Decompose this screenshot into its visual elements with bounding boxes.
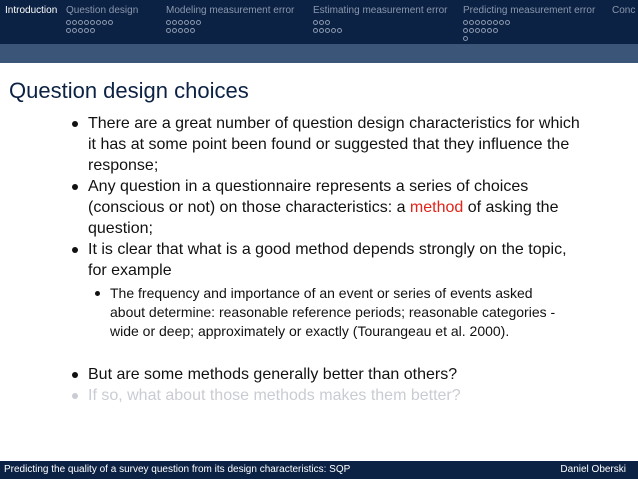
slide-dot-icon[interactable]	[319, 20, 324, 25]
nav-section-predicting-measurement-error[interactable]	[463, 5, 595, 44]
slide-dots	[463, 20, 595, 43]
slide-dot-icon[interactable]	[190, 20, 195, 25]
bullet-text-before: Any question in a questionnaire represents a series of choices (conscious or not) on those characteristics: a	[88, 178, 529, 216]
slide-dot-icon[interactable]	[493, 20, 498, 25]
slide-dot-icon[interactable]	[178, 20, 183, 25]
sub-bullet-icon	[95, 291, 100, 296]
nav-section-question-design[interactable]	[66, 5, 138, 36]
slide-dots	[66, 20, 138, 35]
slide-dots	[166, 20, 294, 35]
footer-title: Predicting the quality of a survey question from its design characteristics: SQP	[4, 464, 351, 475]
list-item	[70, 364, 588, 385]
slide-dot-icon[interactable]	[166, 20, 171, 25]
slide-dot-icon[interactable]	[319, 28, 324, 33]
slide-dot-icon[interactable]	[499, 20, 504, 25]
dot-row	[313, 20, 448, 27]
slide-title: Question design choices	[9, 78, 249, 103]
bullet-icon	[72, 121, 78, 127]
slide-dot-icon[interactable]	[487, 20, 492, 25]
slide-dot-icon[interactable]	[196, 20, 201, 25]
bullet-icon	[72, 247, 78, 253]
slide-dot-icon[interactable]	[102, 20, 107, 25]
slide-dot-icon[interactable]	[313, 20, 318, 25]
bullet-icon	[72, 184, 78, 190]
nav-section-conclusion[interactable]	[612, 5, 635, 17]
footer-author: Daniel Oberski	[560, 464, 626, 475]
slide-dot-icon[interactable]	[66, 28, 71, 33]
slide-dot-icon[interactable]	[72, 28, 77, 33]
slide-dot-icon[interactable]	[463, 20, 468, 25]
dot-row	[166, 28, 294, 35]
nav-section-title[interactable]: Introduction	[5, 5, 58, 16]
slide-dot-icon[interactable]	[84, 28, 89, 33]
slide-dot-icon[interactable]	[72, 20, 77, 25]
slide-dot-icon[interactable]	[505, 20, 510, 25]
slide-dot-icon[interactable]	[325, 20, 330, 25]
sub-bullet-text: The frequency and importance of an event or series of events asked about determine: reasonable reference periods; reasonable categories - wide or deep; approximately or exactly (Tourangeau et al. 2000).	[110, 285, 556, 339]
list-item-faded	[70, 385, 588, 406]
dot-row	[66, 28, 138, 35]
slide-dot-icon[interactable]	[487, 28, 492, 33]
slide-dot-icon[interactable]	[178, 28, 183, 33]
slide-dot-icon[interactable]	[313, 28, 318, 33]
slide-dot-icon[interactable]	[337, 28, 342, 33]
slide-dot-icon[interactable]	[172, 20, 177, 25]
nav-section-title[interactable]: Conc	[612, 5, 636, 16]
dot-row	[463, 20, 595, 27]
dot-row	[313, 28, 448, 35]
slide-dot-icon[interactable]	[475, 20, 480, 25]
bullet-text: It is clear that what is a good method depends strongly on the topic, for example	[88, 241, 567, 279]
slide-dot-icon[interactable]	[190, 28, 195, 33]
slide-dot-icon[interactable]	[184, 28, 189, 33]
list-item	[70, 239, 588, 281]
slide-dot-icon[interactable]	[96, 20, 101, 25]
slide-dot-icon[interactable]	[475, 28, 480, 33]
slide-dot-icon[interactable]	[78, 28, 83, 33]
highlight-word: method	[409, 199, 464, 216]
dot-row	[66, 20, 138, 27]
list-item	[70, 113, 588, 176]
bullet-icon	[72, 372, 78, 378]
bullet-icon	[72, 393, 78, 399]
dot-row	[463, 28, 595, 35]
subsection-strip	[0, 44, 638, 63]
slide-dot-icon[interactable]	[108, 20, 113, 25]
bullet-text-after: of asking the question;	[88, 199, 559, 237]
bullet-text: If so, what about those methods makes them better?	[88, 387, 461, 404]
slide-dots	[313, 20, 448, 35]
slide-dot-icon[interactable]	[166, 28, 171, 33]
dot-row	[166, 20, 294, 27]
nav-section-title[interactable]: Predicting measurement error	[463, 5, 596, 16]
dot-row	[463, 36, 595, 43]
nav-section-title[interactable]: Modeling measurement error	[166, 5, 295, 16]
slide-dot-icon[interactable]	[331, 28, 336, 33]
nav-section-estimating-measurement-error[interactable]	[313, 5, 448, 36]
slide-dot-icon[interactable]	[184, 20, 189, 25]
slide-dot-icon[interactable]	[463, 36, 468, 41]
slide-dot-icon[interactable]	[481, 20, 486, 25]
slide-dot-icon[interactable]	[78, 20, 83, 25]
nav-section-title[interactable]: Question design	[66, 5, 139, 16]
slide-dot-icon[interactable]	[90, 28, 95, 33]
bullet-text: There are a great number of question design characteristics for which it has at some point been found or suggested that they influence the response;	[88, 115, 580, 174]
slide-dot-icon[interactable]	[493, 28, 498, 33]
footer-bar	[0, 461, 638, 479]
sub-list-item	[70, 284, 570, 341]
slide-dot-icon[interactable]	[66, 20, 71, 25]
nav-section-title[interactable]: Estimating measurement error	[313, 5, 448, 16]
slide-dot-icon[interactable]	[84, 20, 89, 25]
slide-dot-icon[interactable]	[463, 28, 468, 33]
section-navigation-bar	[0, 0, 638, 44]
nav-section-modeling-measurement-error[interactable]	[166, 5, 294, 36]
slide-dot-icon[interactable]	[469, 28, 474, 33]
slide-dot-icon[interactable]	[90, 20, 95, 25]
slide-dot-icon[interactable]	[325, 28, 330, 33]
bullet-text: But are some methods generally better than others?	[88, 366, 458, 383]
bullet-list	[70, 113, 630, 406]
list-item	[70, 176, 588, 239]
slide-dot-icon[interactable]	[469, 20, 474, 25]
nav-section-introduction[interactable]	[5, 5, 57, 17]
slide-dot-icon[interactable]	[172, 28, 177, 33]
slide-dot-icon[interactable]	[481, 28, 486, 33]
